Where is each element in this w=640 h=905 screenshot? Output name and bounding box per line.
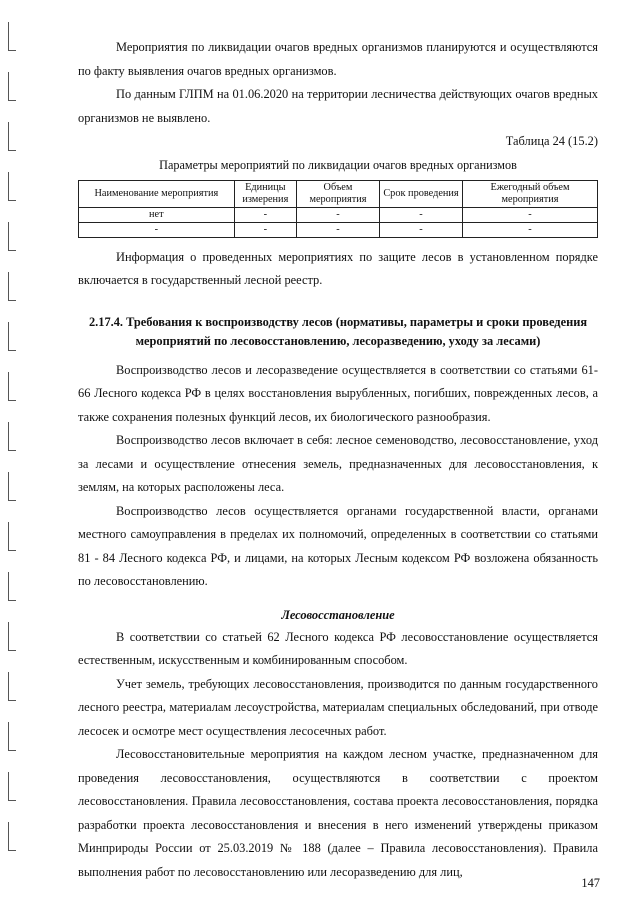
table-cell: - <box>234 207 296 222</box>
binding-margin-marks <box>0 0 22 905</box>
paragraph-glpm-data: По данным ГЛПМ на 01.06.2020 на территории лесничества действующих очагов вредных организмов не выявлено. <box>78 87 598 125</box>
page-number: 147 <box>581 876 600 890</box>
pest-measures-table <box>78 180 598 238</box>
margin-mark <box>8 122 16 151</box>
margin-mark <box>8 472 16 501</box>
column-header-measure-name: Наименование мероприятия <box>79 180 235 207</box>
margin-mark <box>8 672 16 701</box>
margin-mark <box>8 622 16 651</box>
paragraph-restoration-project: Лесовосстановительные мероприятия на каждом лесном участке, предназначенном для проведения лесовосстановления, осуществляются в соответствии с проектом лесовосстановления. Правила лесовосстановления, состава проекта лесовосстановления, порядка разработки проекта лесовосстановления и внесения в него изменений утверждены приказом Минприроды России от 25.03.2019 № 188 (далее – Правила лесовосстановления). Правила выполнения работ по лесовосстановлению или лесоразведению для лиц, <box>78 747 598 879</box>
margin-mark <box>8 72 16 101</box>
table-row <box>79 222 598 237</box>
margin-mark <box>8 22 16 51</box>
column-header-annual-volume: Ежегодный объем мероприятия <box>463 180 598 207</box>
margin-mark <box>8 422 16 451</box>
table-cell: - <box>463 207 598 222</box>
paragraph-register-info: Информация о проведенных мероприятиях по защите лесов в установленном порядке включается в государственный лесной реестр. <box>78 249 598 287</box>
table-cell: - <box>379 207 462 222</box>
margin-mark <box>8 372 16 401</box>
margin-mark <box>8 522 16 551</box>
margin-mark <box>8 572 16 601</box>
column-header-units: Единицы измерения <box>234 180 296 207</box>
table-row <box>79 207 598 222</box>
section-heading: 2.17.4. Требования к воспроизводству лесов (нормативы, параметры и сроки проведения мероприятий по лесовосстановлению, лесоразведению, уходу за лесами) <box>88 314 588 348</box>
paragraph-pest-measures: Мероприятия по ликвидации очагов вредных организмов планируются и осуществляются по факту выявления очагов вредных организмов. <box>78 40 598 78</box>
paragraph-reproduction-basis: Воспроизводство лесов и лесоразведение осуществляется в соответствии со статьями 61-66 Лесного кодекса РФ в целях восстановления вырубленных, погибших, поврежденных лесов, а также сохранения полезных функций лесов, их биологического разнообразия. <box>78 362 598 424</box>
subsection-heading: Лесовосстановление <box>281 607 395 622</box>
margin-mark <box>8 772 16 801</box>
table-cell: - <box>463 222 598 237</box>
table-cell: - <box>234 222 296 237</box>
table-cell: - <box>79 222 235 237</box>
table-header-row <box>79 180 598 207</box>
margin-mark <box>8 322 16 351</box>
table-cell: нет <box>79 207 235 222</box>
paragraph-reproduction-bodies: Воспроизводство лесов осуществляется органами государственной власти, органами местного самоуправления в пределах их полномочий, определенных в соответствии со статьями 81 - 84 Лесного кодекса РФ, и лицами, на которых Лесным кодексом РФ возложена обязанность по лесовосстановлению. <box>78 503 598 588</box>
margin-mark <box>8 722 16 751</box>
table-cell: - <box>296 207 379 222</box>
margin-mark <box>8 822 16 851</box>
page-content <box>78 36 598 884</box>
margin-mark <box>8 172 16 201</box>
column-header-term: Срок проведения <box>379 180 462 207</box>
table-cell: - <box>379 222 462 237</box>
margin-mark <box>8 222 16 251</box>
table-number-label: Таблица 24 (15.2) <box>505 134 598 148</box>
paragraph-land-accounting: Учет земель, требующих лесовосстановления, производится по данным государственного лесного реестра, материалам лесоустройства, материалам специальных обследований, при отводе лесосек и осмотре мест осуществления лесосечных работ. <box>78 676 598 738</box>
column-header-volume: Объем мероприятия <box>296 180 379 207</box>
paragraph-restoration-methods: В соответствии со статьей 62 Лесного кодекса РФ лесовосстановление осуществляется естественным, искусственным и комбинированным способом. <box>78 629 598 667</box>
margin-mark <box>8 272 16 301</box>
paragraph-reproduction-includes: Воспроизводство лесов включает в себя: лесное семеноводство, лесовосстановление, уход за лесами и осуществление отнесения земель, предназначенных для лесовосстановления, к землям, на которых расположены леса. <box>78 433 598 494</box>
table-cell: - <box>296 222 379 237</box>
table-caption: Параметры мероприятий по ликвидации очагов вредных организмов <box>159 157 517 172</box>
